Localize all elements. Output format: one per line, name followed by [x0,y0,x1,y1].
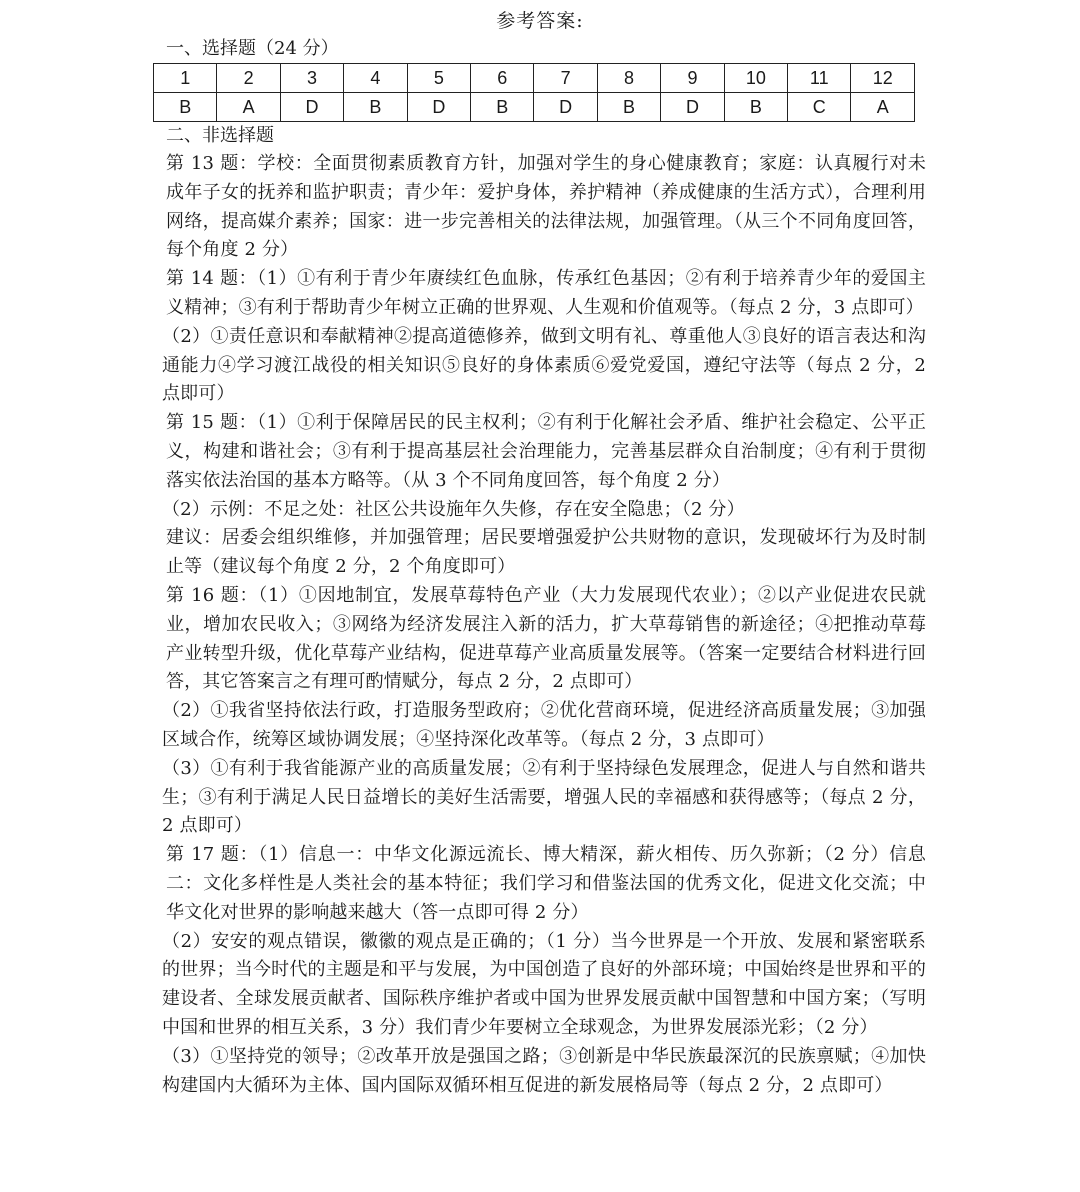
question-number-cell: 4 [344,64,407,93]
answer-cell: D [280,93,343,122]
answer-cell: D [534,93,597,122]
question-number-cell: 9 [661,64,724,93]
question-number-cell: 12 [851,64,915,93]
section2-heading: 二、非选择题 [166,125,274,146]
answer-table [153,63,915,122]
question-number-cell: 5 [407,64,470,93]
answer-cell: B [344,93,407,122]
question-number-cell: 11 [788,64,851,93]
answer-cell: B [597,93,660,122]
q14-part1-answer: 第 14 题：（1）①有利于青少年赓续红色血脉，传承红色基因；②有利于培养青少年的爱国主义精神；③有利于帮助青少年树立正确的世界观、人生观和价值观等。（每点 2 分，3 点即可） [166,268,926,318]
answer-cell: C [788,93,851,122]
question-number-cell: 2 [217,64,280,93]
q16-part1-answer: 第 16 题：（1）①因地制宜，发展草莓特色产业（大力发展现代农业）；②以产业促进农民就业，增加农民收入；③网络为经济发展注入新的活力，扩大草莓销售的新途径；④把推动草莓产业转型升级，优化草莓产业结构，促进草莓产业高质量发展等。（答案一定要结合材料进行回答，其它答案言之有理可酌情赋分，每点 2 分，2 点即可） [166,584,926,693]
answer-table-numbers-row [154,64,915,93]
q15-suggestion: 建议：居委会组织维修，并加强管理；居民要增强爱护公共财物的意识，发现破坏行为及时制止等（建议每个角度 2 分，2 个角度即可） [166,527,926,578]
question-number-cell: 1 [154,64,217,93]
question-number-cell: 3 [280,64,343,93]
section1-heading: 一、选择题（24 分） [166,38,339,59]
answer-cell: A [217,93,280,122]
answer-cell: B [471,93,534,122]
q15-part1-answer: 第 15 题：（1）①利于保障居民的民主权利；②有利于化解社会矛盾、维护社会稳定、公平正义，构建和谐社会；③有利于提高基层社会治理能力，完善基层群众自治制度；④有利于贯彻落实依法治国的基本方略等。（从 3 个不同角度回答，每个角度 2 分） [166,412,926,491]
section2-body [162,150,926,1100]
q16-part3-answer: （3）①有利于我省能源产业的高质量发展；②有利于坚持绿色发展理念，促进人与自然和谐共生；③有利于满足人民日益增长的美好生活需要，增强人民的幸福感和获得感等；（每点 2 分，2 点即可） [162,757,926,837]
answer-cell: B [154,93,217,122]
q13-answer: 第 13 题：学校：全面贯彻素质教育方针，加强对学生的身心健康教育；家庭：认真履行对未成年子女的抚养和监护职责；青少年：爱护身体，养护精神（养成健康的生活方式），合理利用网络，提高媒介素养；国家：进一步完善相关的法律法规，加强管理。（从三个不同角度回答，每个角度 2 分） [166,153,926,261]
question-number-cell: 6 [471,64,534,93]
question-number-cell: 7 [534,64,597,93]
answer-cell: A [851,93,915,122]
page-title: 参考答案: [496,10,584,32]
q14-part2-answer: （2）①责任意识和奉献精神②提高道德修养，做到文明有礼、尊重他人③良好的语言表达和沟通能力④学习渡江战役的相关知识⑤良好的身体素质⑥爱党爱国，遵纪守法等（每点 2 分，2 点即可） [162,325,926,405]
answer-cell: D [661,93,724,122]
answer-table-answers-row [154,93,915,122]
q17-part1-answer: 第 17 题：（1）信息一：中华文化源远流长、博大精深，薪火相传、历久弥新；（2 分）信息二：文化多样性是人类社会的基本特征；我们学习和借鉴法国的优秀文化，促进文化交流；中华文化对世界的影响越来越大（答一点即可得 2 分） [166,844,926,923]
answer-cell: B [724,93,787,122]
q16-part2-answer: （2）①我省坚持依法行政，打造服务型政府；②优化营商环境，促进经济高质量发展；③加强区域合作，统筹区域协调发展；④坚持深化改革等。（每点 2 分，3 点即可） [162,700,926,750]
question-number-cell: 8 [597,64,660,93]
q17-part3-answer: （3）①坚持党的领导；②改革开放是强国之路；③创新是中华民族最深沉的民族禀赋；④加快构建国内大循环为主体、国内国际双循环相互促进的新发展格局等（每点 2 分，2 点即可） [162,1045,926,1096]
question-number-cell: 10 [724,64,787,93]
answer-cell: D [407,93,470,122]
q17-part2-answer: （2）安安的观点错误，徽徽的观点是正确的；（1 分）当今世界是一个开放、发展和紧密联系的世界；当今时代的主题是和平与发展，为中国创造了良好的外部环境；中国始终是世界和平的建设者、全球发展贡献者、国际秩序维护者或中国为世界发展贡献中国智慧和中国方案；（写明中国和世界的相互关系，3 分）我们青少年要树立全球观念，为世界发展添光彩；（2 分） [162,930,926,1038]
q15-part2-answer: （2）示例：不足之处：社区公共设施年久失修，存在安全隐患；（2 分） [162,498,745,520]
